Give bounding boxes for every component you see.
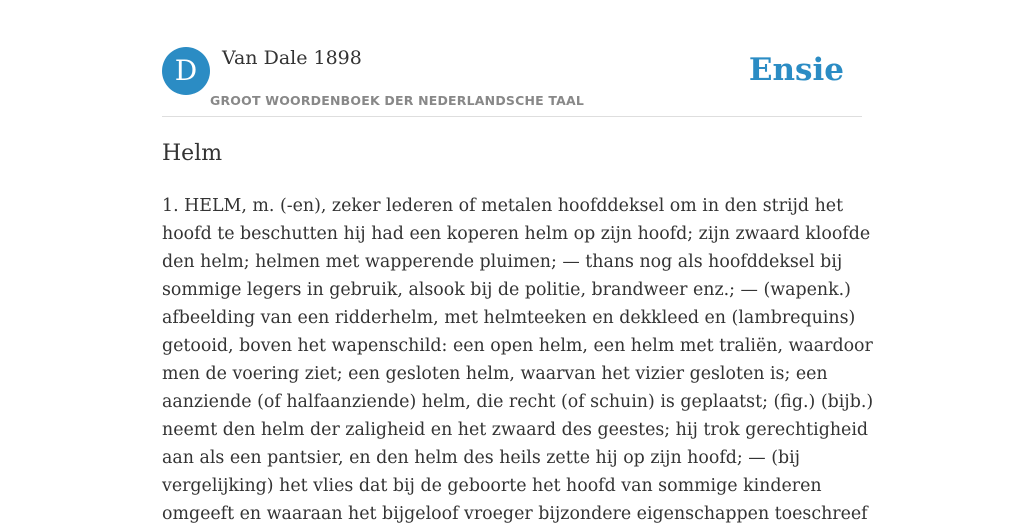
definition-line: afbeelding van een ridderhelm, met helmteeken en dekkleed en (lambrequins)	[162, 308, 856, 328]
definition-line: hoofd te beschutten hij had een koperen helm op zijn hoofd; zijn zwaard kloofde	[162, 224, 871, 244]
dictionary-header	[162, 46, 862, 117]
dictionary-logo[interactable]: D	[162, 47, 210, 95]
dictionary-title[interactable]: Van Dale 1898	[222, 47, 362, 69]
entry-definition	[162, 192, 874, 528]
definition-line: omgeeft en waaraan het bijgeloof vroeger bijzondere eigenschappen toeschreef	[162, 504, 868, 524]
definition-line: vergelijking) het vlies dat bij de geboorte het hoofd van sommige kinderen	[162, 476, 822, 496]
dictionary-subtitle: GROOT WOORDENBOEK DER NEDERLANDSCHE TAAL	[210, 93, 585, 108]
definition-line: men de voering ziet; een gesloten helm, waarvan het vizier gesloten is; een	[162, 364, 828, 384]
definition-line: getooid, boven het wapenschild: een open helm, een helm met traliën, waardoor	[162, 336, 873, 356]
definition-line: neemt den helm der zaligheid en het zwaard des geestes; hij trok gerechtigheid	[162, 420, 869, 440]
definition-line: aanziende (of halfaanziende) helm, die recht (of schuin) is geplaatst; (fig.) (bijb.)	[162, 392, 874, 412]
ensie-logo[interactable]: Ensie	[748, 52, 844, 88]
definition-line: 1. HELM, m. (-en), zeker lederen of metalen hoofddeksel om in den strijd het	[162, 196, 844, 216]
definition-line: sommige legers in gebruik, alsook bij de politie, brandweer enz.; — (wapenk.)	[162, 280, 851, 300]
definition-line: den helm; helmen met wapperende pluimen; — thans nog als hoofddeksel bij	[162, 252, 843, 272]
definition-line: aan als een pantsier, en den helm des heils zette hij op zijn hoofd; — (bij	[162, 448, 801, 468]
entry-headword: Helm	[162, 141, 223, 166]
